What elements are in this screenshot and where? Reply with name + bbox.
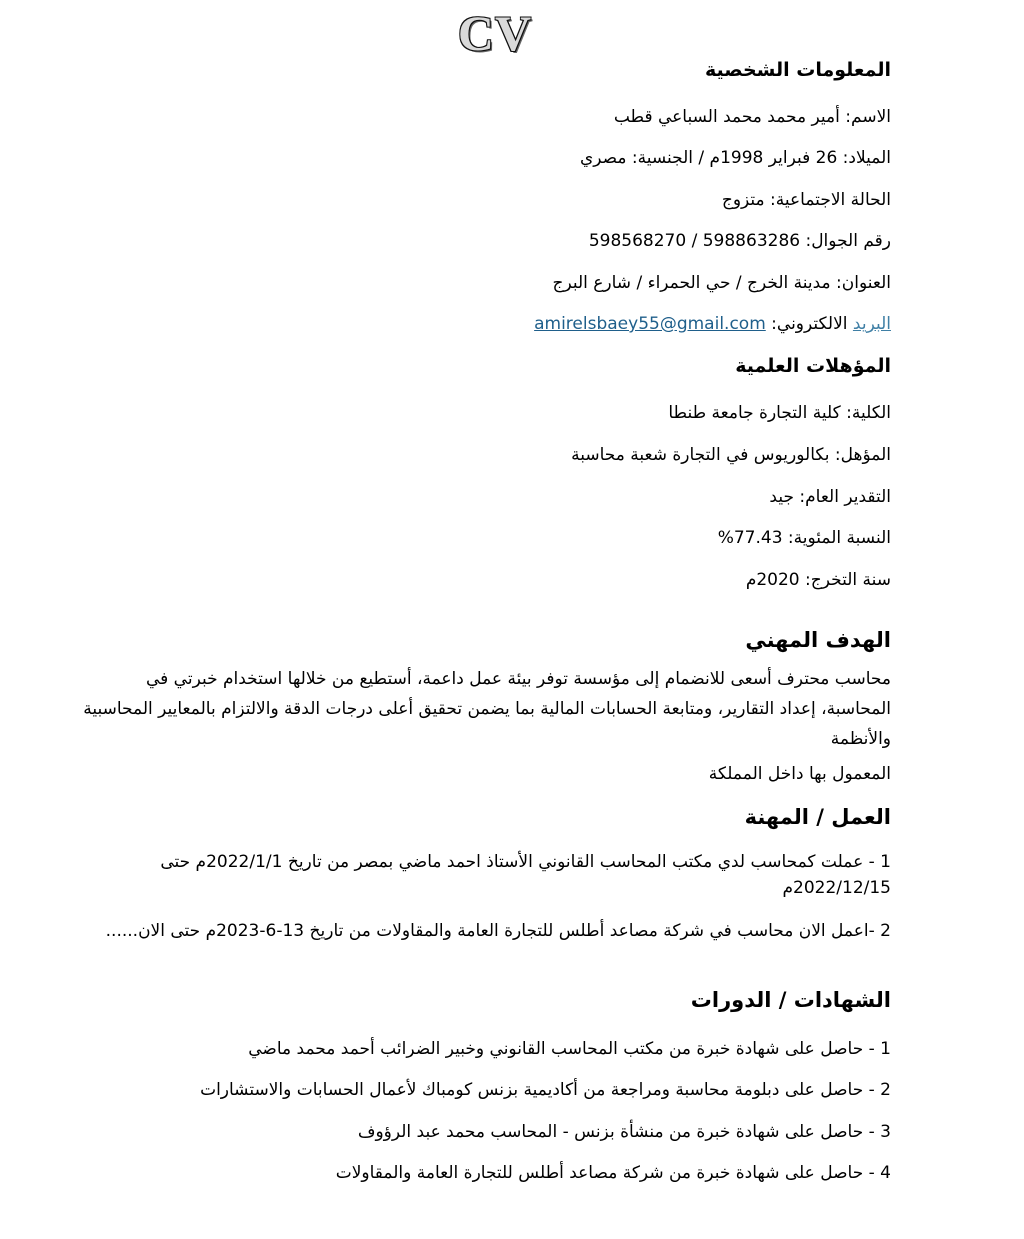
email-label: الالكتروني: [765, 314, 853, 334]
percentage-line: النسبة المئوية: 77.43% [717, 528, 891, 548]
work-item-2: 2 -اعمل الان محاسب في شركة مصاعد أطلس للتجارة العامة والمقاولات من تاريخ 13-6-2023م حتى الان...... [105, 921, 891, 941]
marital-line: الحالة الاجتماعية: متزوج [721, 190, 891, 210]
degree-line: المؤهل: بكالوريوس في التجارة شعبة محاسبة [571, 445, 891, 465]
college-line: الكلية: كلية التجارة جامعة طنطا [668, 403, 891, 423]
cv-title: CV [457, 5, 533, 61]
birth-line: الميلاد: 26 فبراير 1998م / الجنسية: مصري [579, 148, 891, 168]
personal-heading: المعلومات الشخصية [704, 59, 891, 81]
work-heading: العمل / المهنة [744, 805, 891, 829]
address-line: العنوان: مدينة الخرج / حي الحمراء / شارع البرج [552, 273, 891, 293]
certificate-item-3: 3 - حاصل على شهادة خبرة من منشأة بزنس - المحاسب محمد عبد الرؤوف [357, 1122, 891, 1142]
objective-text: محاسب محترف أسعى للانضمام إلى مؤسسة توفر بيئة عمل داعمة، أستطيع من خلالها استخدام خبرتي في المحاسبة، إعداد التقارير، ومتابعة الحسابات المالية بما يضمن تحقيق أعلى درجات الدقة والالتزام بالمعايير المحاسبية والأنظمة [83, 669, 891, 749]
objective-text-end: المعمول بها داخل المملكة [708, 764, 891, 784]
graduation-year-line: سنة التخرج: 2020م [745, 570, 891, 590]
phone-line: رقم الجوال: 598863286 / 598568270 [588, 231, 891, 251]
objective-heading: الهدف المهني [745, 628, 891, 652]
name-line: الاسم: أمير محمد محمد السباعي قطب [613, 107, 891, 127]
certificate-item-2: 2 - حاصل على دبلومة محاسبة ومراجعة من أكاديمية بزنس كومباك لأعمال الحسابات والاستشارات [200, 1080, 891, 1100]
certificate-item-1: 1 - حاصل على شهادة خبرة من مكتب المحاسب القانوني وخبير الضرائب أحمد محمد ماضي [248, 1039, 891, 1059]
email-line [534, 312, 891, 336]
certificates-heading: الشهادات / الدورات [690, 988, 891, 1012]
work-item-1: 1 - عملت كمحاسب لدي مكتب المحاسب القانوني الأستاذ احمد ماضي بمصر من تاريخ 2022/1/1م حتى 2022/12/15م [160, 852, 891, 898]
email-link[interactable]: amirelsbaey55@gmail.com [534, 314, 766, 334]
email-word: البريد [852, 314, 891, 334]
education-heading: المؤهلات العلمية [735, 355, 891, 377]
certificate-item-4: 4 - حاصل على شهادة خبرة من شركة مصاعد أطلس للتجارة العامة والمقاولات [335, 1163, 891, 1183]
grade-line: التقدير العام: جيد [769, 487, 891, 507]
